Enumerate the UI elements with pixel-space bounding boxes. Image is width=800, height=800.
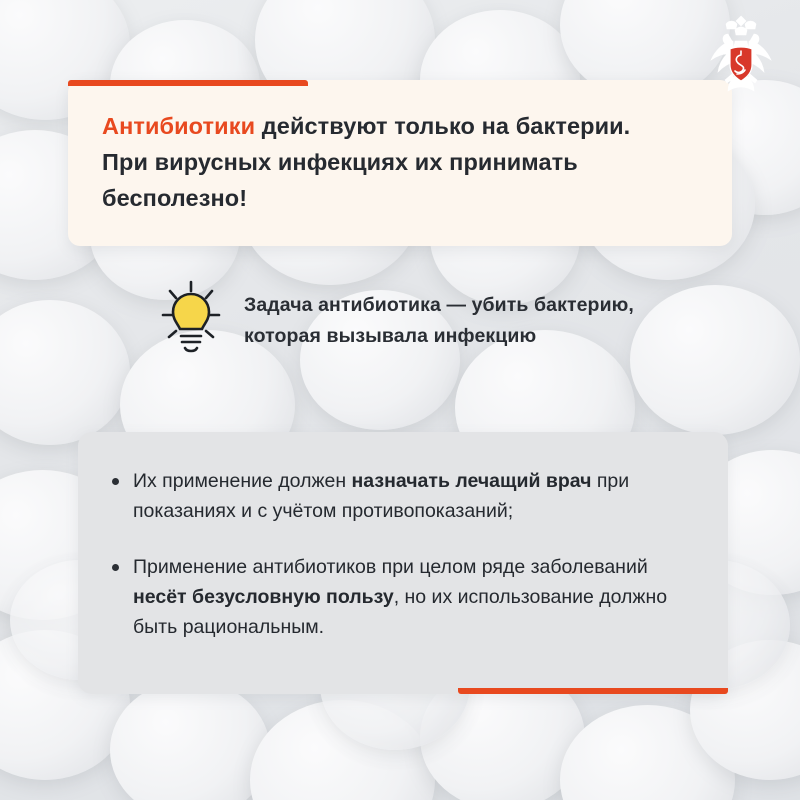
details-card [78,432,728,694]
key-message-text [244,278,634,352]
headline-line3: бесполезно! [102,185,248,211]
list-item [112,552,688,642]
list-item-text [133,466,688,526]
bullet-2-part1: Применение антибиотиков при целом ряде заболеваний [133,556,648,578]
key-message-block [160,278,760,358]
headline-card [68,80,732,246]
recommendations-list [112,466,688,642]
headline-line1-rest: действуют только на бактерии. [255,113,631,139]
bullet-1-part2: при показаниях и с учётом противопоказаний; [133,470,630,522]
bullet-1-part1: Их применение должен [133,470,352,492]
lightbulb-icon [160,280,222,358]
list-item-text [133,552,688,642]
headline-text [102,108,698,216]
coat-of-arms-icon [704,14,778,100]
details-card-accent-bar [458,688,728,694]
bullet-1-bold: назначать лечащий врач [351,470,592,492]
headline-line2: При вирусных инфекциях их принимать [102,149,578,175]
bullet-dot-icon [112,478,119,485]
top-card-accent-bar [68,80,308,86]
key-message-line2: которая вызывала инфекцию [244,325,537,347]
bullet-2-bold: несёт безусловную пользу [133,586,394,608]
bullet-2-part2: , но их использование должно быть рациональным. [133,586,668,638]
list-item [112,466,688,526]
key-message-line1: Задача антибиотика — убить бактерию, [244,294,634,316]
bullet-dot-icon [112,564,119,571]
headline-highlight: Антибиотики [102,113,256,139]
